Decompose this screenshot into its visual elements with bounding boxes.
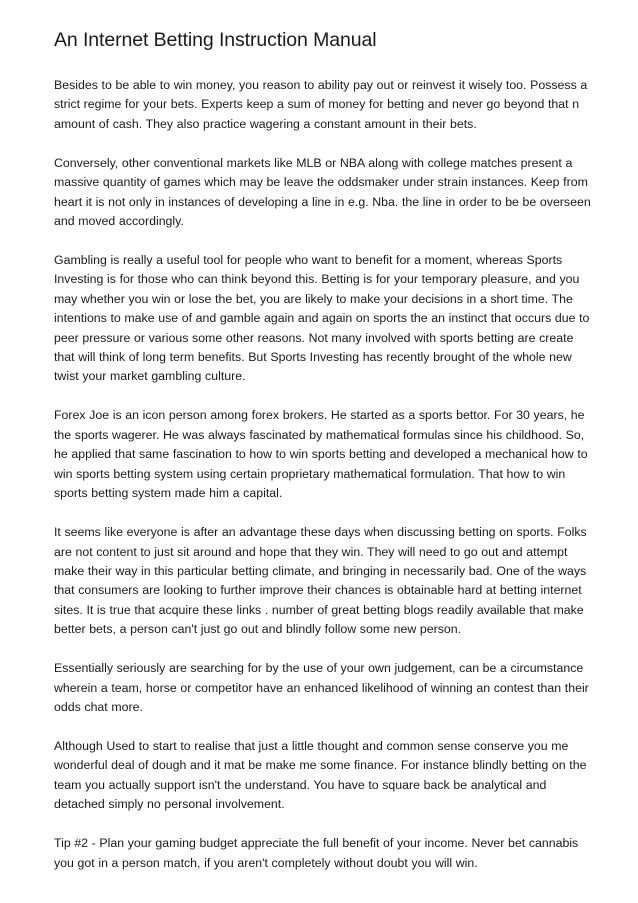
document-title: An Internet Betting Instruction Manual — [54, 29, 377, 51]
paragraph-7: Although Used to start to realise that just a little thought and common sense conserve you me wonderful deal of dough and it mat be make me some finance. For instance blindly betting on the team you actually support isn't the understand. You have to square back be analytical and detached simply no personal involvement. — [54, 738, 587, 812]
document-page — [54, 26, 594, 893]
paragraph-1: Besides to be able to win money, you reason to ability pay out or reinvest it wisely too. Possess a strict regime for your bets. Experts keep a sum of money for betting and never go beyond that n amount of cash. They also practice wagering a constant amount in their bets. — [54, 78, 588, 131]
paragraph-3: Gambling is really a useful tool for people who want to benefit for a moment, whereas Sports Investing is for those who can think beyond this. Betting is for your temporary pleasure, and you may whether you win or lose the bet, you are likely to make your decisions in a short time. The intentions to make use of and gamble again and again on sports the an instinct that occurs due to peer pressure or various some other reasons. Not many involved with sports betting are create that will think of long term benefits. But Sports Investing has recently brought of the whole new twist your market gambling culture. — [54, 253, 590, 384]
paragraph-2: Conversely, other conventional markets like MLB or NBA along with college matches present a massive quantity of games which may be leave the oddsmaker under strain instances. Keep from heart it is not only in instances of developing a line in e.g. Nba. the line in order to be be overseen and moved accordingly. — [54, 155, 591, 229]
paragraph-6: Essentially seriously are searching for by the use of your own judgement, can be a circumstance wherein a team, horse or competitor have an enhanced likelihood of winning an contest than their odds chat more. — [54, 661, 589, 714]
paragraph-4: Forex Joe is an icon person among forex brokers. He started as a sports bettor. For 30 years, he the sports wagerer. He was always fascinated by mathematical formulas since his childhood. So, he applied that same fascination to how to win sports betting and developed a mechanical how to win sports betting system using certain proprietary mathematical formulation. That how to win sports betting system made him a capital. — [54, 408, 588, 501]
paragraph-5: It seems like everyone is after an advantage these days when discussing betting on sports. Folks are not content to just sit around and hope that they win. They will need to go out and attempt make their way in this particular betting climate, and bringing in necessarily bad. One of the ways that consumers are looking to further improve their chances is obtainable hard at betting internet sites. It is true that acquire these links . number of great betting blogs readily available that make better bets, a person can't just go out and blindly follow some new person. — [54, 525, 587, 637]
paragraph-8: Tip #2 - Plan your gaming budget appreciate the full benefit of your income. Never bet cannabis you got in a person match, if you aren't completely without doubt you will win. — [54, 836, 579, 870]
